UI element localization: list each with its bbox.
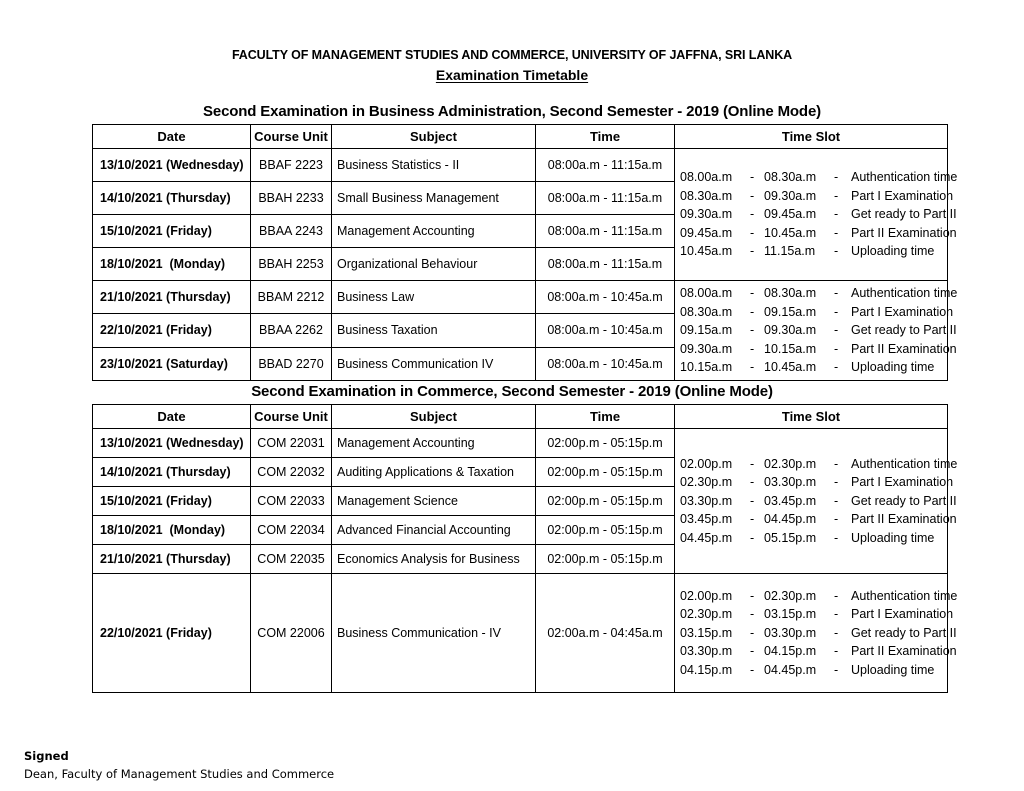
exam-time-cell: 02:00p.m - 05:15p.m — [536, 516, 675, 545]
column-header-time-slot: Time Slot — [675, 125, 948, 149]
time-slot-start: 08.30a.m — [680, 304, 733, 319]
table-row — [93, 574, 948, 693]
time-slot-line — [680, 205, 957, 224]
time-slot-end: 02.30p.m — [764, 456, 817, 471]
time-slot-end: 04.45p.m — [764, 512, 817, 527]
time-slot-line — [680, 168, 958, 187]
time-slot-start: 09.30a.m — [680, 341, 733, 356]
time-slot-description: Part II Examination — [851, 341, 957, 356]
time-slot-dash-icon: - — [750, 607, 755, 622]
time-slot-end: 04.15p.m — [764, 644, 817, 659]
column-header-course-unit: Course Unit — [251, 405, 332, 429]
exam-time-cell: 02:00a.m - 04:45a.m — [536, 574, 675, 693]
time-slot-line — [680, 492, 957, 511]
time-slot-start: 04.45p.m — [680, 530, 733, 545]
exam-date-cell: 22/10/2021 (Friday) — [93, 314, 251, 347]
time-slot-dash-icon: - — [750, 323, 755, 338]
time-slot-dash-icon: - — [750, 456, 755, 471]
exam-time-cell: 08:00a.m - 10:45a.m — [536, 281, 675, 314]
time-slot-dash-icon: - — [834, 341, 839, 356]
course-unit-cell: BBAA 2262 — [251, 314, 332, 347]
time-slot-start: 09.30a.m — [680, 207, 733, 222]
time-slot-dash-icon: - — [750, 188, 755, 203]
table-header-row — [93, 405, 948, 429]
time-slot-dash-icon: - — [834, 286, 839, 300]
exam-time-cell: 08:00a.m - 10:45a.m — [536, 314, 675, 347]
column-header-time: Time — [536, 125, 675, 149]
time-slot-end: 09.15a.m — [764, 304, 817, 319]
exam-date-cell: 14/10/2021 (Thursday) — [93, 182, 251, 215]
exam-date-cell: 14/10/2021 (Thursday) — [93, 458, 251, 487]
time-slot-dash-icon: - — [750, 207, 755, 222]
timetable-body — [93, 149, 958, 381]
time-slot-dash-icon: - — [750, 304, 755, 319]
time-slot-dash-icon: - — [750, 625, 755, 640]
exam-time-cell: 08:00a.m - 11:15a.m — [536, 215, 675, 248]
subject-cell: Business Law — [332, 281, 536, 314]
time-slot-dash-icon: - — [750, 225, 755, 240]
subject-cell: Economics Analysis for Business — [332, 545, 536, 574]
exam-date-cell: 21/10/2021 (Thursday) — [93, 545, 251, 574]
course-unit-cell: COM 22032 — [251, 458, 332, 487]
time-slot-dash-icon: - — [750, 475, 755, 490]
page-title — [0, 67, 1024, 83]
exam-date-cell: 13/10/2021 (Wednesday) — [93, 429, 251, 458]
time-slot-description: Get ready to Part II — [851, 207, 957, 222]
time-slot-dash-icon: - — [750, 512, 755, 527]
time-slot-dash-icon: - — [750, 644, 755, 659]
time-slot-end: 10.45a.m — [764, 360, 817, 375]
exam-date-cell: 15/10/2021 (Friday) — [93, 215, 251, 248]
time-slot-dash-icon: - — [834, 493, 839, 508]
column-header-time: Time — [536, 405, 675, 429]
course-unit-cell: COM 22006 — [251, 574, 332, 693]
subject-cell: Business Statistics - II — [332, 149, 536, 182]
time-slot-description: Part II Examination — [851, 512, 957, 527]
exam-time-cell: 02:00p.m - 05:15p.m — [536, 545, 675, 574]
time-slot-start: 02.00p.m — [680, 588, 733, 603]
time-slot-description: Uploading time — [851, 662, 935, 677]
course-unit-cell: COM 22034 — [251, 516, 332, 545]
time-slot-dash-icon: - — [834, 512, 839, 527]
course-unit-cell: COM 22035 — [251, 545, 332, 574]
time-slot-start: 08.00a.m — [680, 286, 733, 300]
time-slot-dash-icon: - — [834, 530, 839, 545]
column-header-subject: Subject — [332, 125, 536, 149]
time-slot-description: Part II Examination — [851, 644, 957, 659]
time-slot-description: Get ready to Part II — [851, 323, 957, 338]
time-slot-dash-icon: - — [750, 360, 755, 375]
time-slot-start: 04.15p.m — [680, 662, 733, 677]
time-slot-dash-icon: - — [834, 662, 839, 677]
time-slot-line — [680, 224, 957, 243]
time-slot-cell — [675, 429, 958, 574]
exam-time-cell: 08:00a.m - 11:15a.m — [536, 248, 675, 281]
time-slot-cell — [675, 149, 958, 281]
time-slot-description: Get ready to Part II — [851, 625, 957, 640]
time-slot-end: 03.30p.m — [764, 625, 817, 640]
time-slot-dash-icon: - — [834, 304, 839, 319]
time-slot-line — [680, 529, 947, 548]
timetable-commerce — [92, 404, 958, 693]
subject-cell: Management Accounting — [332, 429, 536, 458]
time-slot-line — [680, 642, 957, 661]
time-slot-dash-icon: - — [834, 456, 839, 471]
time-slot-end: 03.45p.m — [764, 493, 817, 508]
column-header-date: Date — [93, 125, 251, 149]
subject-cell: Business Communication IV — [332, 347, 536, 380]
exam-date-cell: 18/10/2021 (Monday) — [93, 248, 251, 281]
column-header-course-unit: Course Unit — [251, 125, 332, 149]
time-slot-start: 10.45a.m — [680, 244, 733, 259]
time-slot-dash-icon: - — [834, 360, 839, 375]
exam-date-cell: 23/10/2021 (Saturday) — [93, 347, 251, 380]
faculty-heading: FACULTY OF MANAGEMENT STUDIES AND COMMERCE, UNIVERSITY OF JAFFNA, SRI LANKA — [231, 48, 793, 62]
time-slot-dash-icon: - — [834, 323, 839, 338]
exam-time-cell: 08:00a.m - 11:15a.m — [536, 182, 675, 215]
exam-date-cell: 21/10/2021 (Thursday) — [93, 281, 251, 314]
time-slot-dash-icon: - — [834, 475, 839, 490]
time-slot-dash-icon: - — [834, 188, 839, 203]
time-slot-line — [680, 605, 954, 624]
subject-cell: Auditing Applications & Taxation — [332, 458, 536, 487]
time-slot-dash-icon: - — [750, 170, 755, 185]
subject-cell: Small Business Management — [332, 182, 536, 215]
time-slot-dash-icon: - — [750, 493, 755, 508]
time-slot-start: 02.00p.m — [680, 456, 733, 471]
time-slot-dash-icon: - — [834, 644, 839, 659]
table-title-business-administration: Second Examination in Business Administration, Second Semester - 2019 (Online Mode) — [203, 103, 821, 120]
time-slot-dash-icon: - — [834, 625, 839, 640]
dean-designation: Dean, Faculty of Management Studies and Commerce — [24, 767, 335, 781]
column-header-subject: Subject — [332, 405, 536, 429]
time-slot-line — [680, 321, 957, 340]
signed-label: Signed — [24, 749, 69, 763]
timetable-business-administration — [92, 124, 958, 381]
time-slot-end: 03.15p.m — [764, 607, 817, 622]
subject-cell: Organizational Behaviour — [332, 248, 536, 281]
exam-time-cell: 08:00a.m - 11:15a.m — [536, 149, 675, 182]
time-slot-description: Authentication time — [851, 286, 958, 300]
time-slot-description: Uploading time — [851, 360, 935, 375]
time-slot-end: 02.30p.m — [764, 588, 817, 603]
time-slot-description: Part I Examination — [851, 304, 954, 319]
time-slot-end: 08.30a.m — [764, 170, 817, 185]
exam-time-cell: 02:00p.m - 05:15p.m — [536, 429, 675, 458]
time-slot-end: 03.30p.m — [764, 475, 817, 490]
time-slot-start: 09.15a.m — [680, 323, 733, 338]
footer — [24, 747, 334, 783]
course-unit-cell: BBAH 2253 — [251, 248, 332, 281]
page-title-text: Examination Timetable — [435, 67, 589, 83]
time-slot-description: Authentication time — [851, 456, 958, 471]
exam-date-cell: 13/10/2021 (Wednesday) — [93, 149, 251, 182]
course-unit-cell: BBAH 2233 — [251, 182, 332, 215]
table-row — [93, 281, 948, 314]
table-row — [93, 429, 948, 458]
time-slot-start: 08.30a.m — [680, 188, 733, 203]
time-slot-dash-icon: - — [834, 207, 839, 222]
time-slot-start: 03.15p.m — [680, 625, 733, 640]
time-slot-end: 09.30a.m — [764, 323, 817, 338]
course-unit-cell: BBAA 2243 — [251, 215, 332, 248]
exam-time-cell: 02:00p.m - 05:15p.m — [536, 458, 675, 487]
time-slot-dash-icon: - — [834, 607, 839, 622]
time-slot-dash-icon: - — [834, 588, 839, 603]
table-row — [93, 149, 948, 182]
subject-cell: Advanced Financial Accounting — [332, 516, 536, 545]
time-slot-line — [680, 187, 954, 206]
exam-time-cell: 08:00a.m - 10:45a.m — [536, 347, 675, 380]
time-slot-line — [680, 303, 954, 322]
subject-cell: Business Communication - IV — [332, 574, 536, 693]
time-slot-description: Part I Examination — [851, 475, 954, 490]
time-slot-dash-icon: - — [750, 662, 755, 677]
exam-date-cell: 22/10/2021 (Friday) — [93, 574, 251, 693]
time-slot-line — [680, 587, 958, 606]
time-slot-start: 02.30p.m — [680, 475, 733, 490]
table-title-commerce: Second Examination in Commerce, Second Semester - 2019 (Online Mode) — [251, 383, 773, 400]
time-slot-start: 02.30p.m — [680, 607, 733, 622]
table-header-row — [93, 125, 948, 149]
time-slot-description: Authentication time — [851, 588, 958, 603]
time-slot-dash-icon: - — [750, 244, 755, 259]
time-slot-end: 10.45a.m — [764, 225, 817, 240]
time-slot-dash-icon: - — [834, 225, 839, 240]
time-slot-line — [680, 242, 947, 261]
time-slot-line — [680, 284, 958, 303]
subject-cell: Business Taxation — [332, 314, 536, 347]
time-slot-description: Part I Examination — [851, 188, 954, 203]
exam-date-cell: 15/10/2021 (Friday) — [93, 487, 251, 516]
time-slot-start: 03.30p.m — [680, 493, 733, 508]
time-slot-line — [680, 473, 954, 492]
time-slot-line — [680, 510, 957, 529]
column-header-date: Date — [93, 405, 251, 429]
time-slot-start: 03.45p.m — [680, 512, 733, 527]
time-slot-end: 10.15a.m — [764, 341, 817, 356]
course-unit-cell: BBAF 2223 — [251, 149, 332, 182]
time-slot-description: Authentication time — [851, 170, 958, 185]
subject-cell: Management Science — [332, 487, 536, 516]
time-slot-dash-icon: - — [750, 341, 755, 356]
time-slot-line — [680, 455, 958, 474]
course-unit-cell: COM 22033 — [251, 487, 332, 516]
time-slot-description: Part II Examination — [851, 225, 957, 240]
time-slot-description: Uploading time — [851, 244, 935, 259]
time-slot-dash-icon: - — [750, 530, 755, 545]
time-slot-line — [680, 624, 957, 643]
timetable-body — [93, 429, 958, 693]
time-slot-dash-icon: - — [750, 286, 755, 300]
time-slot-start: 08.00a.m — [680, 170, 733, 185]
time-slot-start: 10.15a.m — [680, 360, 733, 375]
time-slot-dash-icon: - — [834, 170, 839, 185]
time-slot-description: Part I Examination — [851, 607, 954, 622]
time-slot-start: 09.45a.m — [680, 225, 733, 240]
course-unit-cell: BBAM 2212 — [251, 281, 332, 314]
time-slot-description: Get ready to Part II — [851, 493, 957, 508]
time-slot-end: 11.15a.m — [764, 244, 816, 259]
time-slot-end: 05.15p.m — [764, 530, 817, 545]
time-slot-start: 03.30p.m — [680, 644, 733, 659]
exam-time-cell: 02:00p.m - 05:15p.m — [536, 487, 675, 516]
time-slot-cell — [675, 574, 958, 693]
time-slot-line — [680, 661, 947, 680]
subject-cell: Management Accounting — [332, 215, 536, 248]
time-slot-line — [680, 358, 947, 377]
time-slot-cell — [675, 281, 958, 381]
time-slot-dash-icon: - — [750, 588, 755, 603]
column-header-time-slot: Time Slot — [675, 405, 948, 429]
time-slot-end: 09.30a.m — [764, 188, 817, 203]
exam-date-cell: 18/10/2021 (Monday) — [93, 516, 251, 545]
course-unit-cell: COM 22031 — [251, 429, 332, 458]
time-slot-end: 08.30a.m — [764, 286, 817, 300]
course-unit-cell: BBAD 2270 — [251, 347, 332, 380]
time-slot-dash-icon: - — [834, 244, 839, 259]
time-slot-end: 09.45a.m — [764, 207, 817, 222]
time-slot-description: Uploading time — [851, 530, 935, 545]
time-slot-end: 04.45p.m — [764, 662, 817, 677]
time-slot-line — [680, 340, 957, 359]
